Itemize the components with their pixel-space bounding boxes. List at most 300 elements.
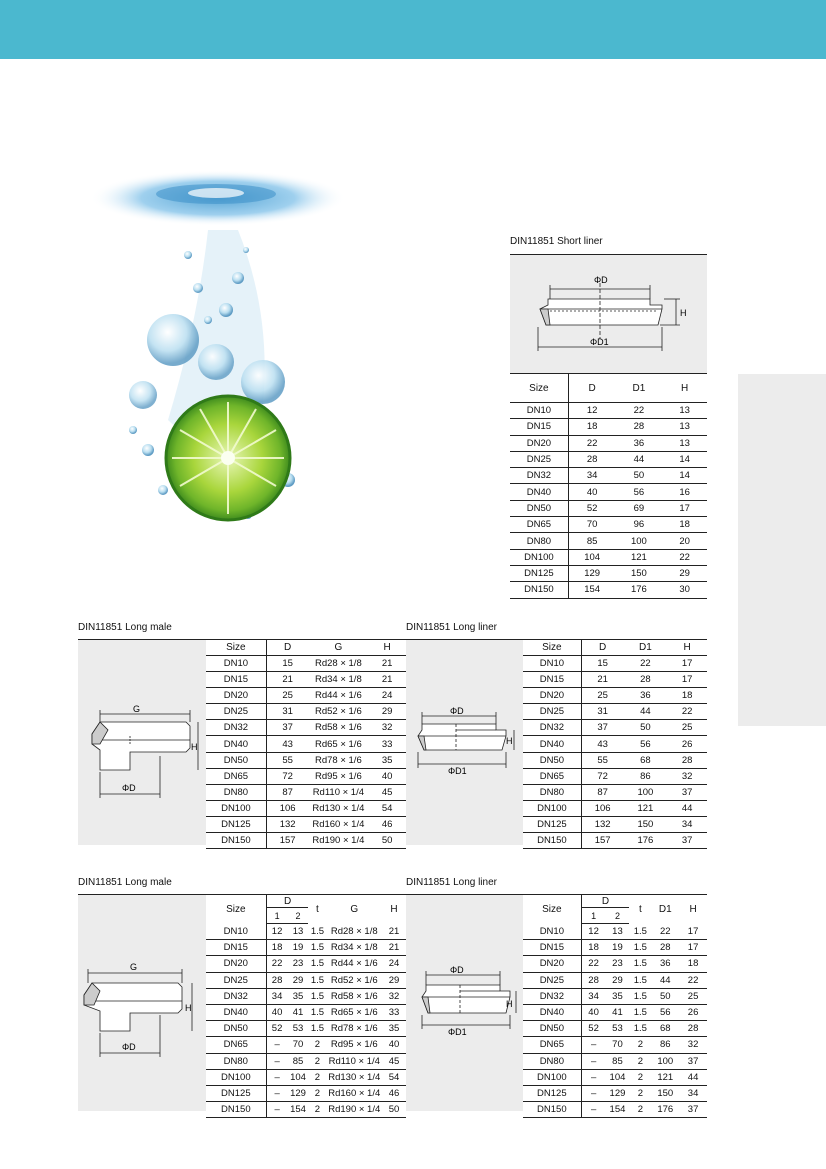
table-row	[510, 468, 707, 484]
table-cell: 2	[629, 1085, 651, 1101]
table-cell: 2	[308, 1069, 326, 1085]
long-male-1-drawing	[78, 639, 206, 845]
table-cell: 70	[288, 1037, 309, 1053]
table-cell: Rd44 × 1/6	[309, 688, 369, 704]
table-cell: 37	[679, 1053, 707, 1069]
table-row	[523, 800, 707, 816]
table-row	[523, 940, 707, 956]
long-liner-2-table	[523, 894, 707, 1118]
table-cell: 46	[382, 1085, 406, 1101]
water-splash-lime-icon	[88, 160, 358, 555]
table-cell: 154	[288, 1102, 309, 1118]
table-cell: 19	[288, 940, 309, 956]
table-cell: 18	[581, 940, 605, 956]
table-cell: 1.5	[629, 956, 651, 972]
table-cell: DN15	[206, 940, 266, 956]
table-cell: 22	[568, 435, 615, 451]
col-header: H	[662, 374, 707, 403]
table-cell: –	[581, 1037, 605, 1053]
table-cell: 12	[568, 403, 615, 419]
table-cell: 35	[288, 988, 309, 1004]
table-cell: Rd110 × 1/4	[309, 784, 369, 800]
table-cell: 100	[616, 533, 663, 549]
table-cell: DN20	[523, 956, 581, 972]
table-cell: Rd58 × 1/6	[326, 988, 382, 1004]
table-cell: 2	[308, 1037, 326, 1053]
table-cell: Rd130 × 1/4	[326, 1069, 382, 1085]
table-row	[510, 484, 707, 500]
table-cell: DN150	[523, 1102, 581, 1118]
table-cell: –	[581, 1085, 605, 1101]
table-cell: 22	[651, 924, 679, 940]
table-cell: 28	[266, 972, 287, 988]
table-cell: Rd78 × 1/6	[326, 1021, 382, 1037]
long-liner-1-h-label: H	[506, 736, 513, 746]
table-cell: 44	[667, 800, 707, 816]
table-row	[523, 1085, 707, 1101]
table-cell: DN80	[523, 1053, 581, 1069]
table-cell: 150	[651, 1085, 679, 1101]
col-header: D1	[624, 640, 668, 656]
table-cell: DN150	[206, 1102, 266, 1118]
table-cell: 46	[368, 816, 406, 832]
table-row	[510, 517, 707, 533]
table-cell: 29	[662, 565, 707, 581]
table-row	[523, 972, 707, 988]
table-row	[523, 1102, 707, 1118]
long-liner-2-drawing	[406, 894, 523, 1111]
table-row	[206, 988, 406, 1004]
table-cell: DN50	[510, 500, 568, 516]
table-cell: Rd190 × 1/4	[326, 1102, 382, 1118]
table-cell: –	[266, 1037, 287, 1053]
short-liner-d1-label: ΦD1	[590, 337, 609, 347]
table-cell: DN80	[206, 1053, 266, 1069]
table-row	[523, 816, 707, 832]
table-row	[206, 1037, 406, 1053]
table-row	[523, 1069, 707, 1085]
long-liner-1-table	[523, 639, 707, 849]
table-cell: 1.5	[629, 1021, 651, 1037]
table-cell: 1.5	[629, 940, 651, 956]
table-cell: 40	[368, 768, 406, 784]
table-cell: DN50	[523, 1021, 581, 1037]
table-row	[523, 672, 707, 688]
table-cell: DN32	[510, 468, 568, 484]
table-cell: 176	[616, 582, 663, 598]
table-cell: 26	[667, 736, 707, 752]
table-cell: 150	[624, 816, 668, 832]
table-cell: 56	[616, 484, 663, 500]
table-cell: 43	[266, 736, 308, 752]
table-row	[510, 403, 707, 419]
table-cell: 35	[382, 1021, 406, 1037]
table-cell: 2	[629, 1053, 651, 1069]
table-cell: 44	[616, 451, 663, 467]
table-cell: DN32	[206, 988, 266, 1004]
table-cell: Rd52 × 1/6	[326, 972, 382, 988]
table-cell: DN125	[510, 565, 568, 581]
table-cell: DN32	[523, 720, 581, 736]
table-cell: DN10	[206, 656, 266, 672]
table-cell: 44	[624, 704, 668, 720]
table-row	[523, 924, 707, 940]
col-header: D	[581, 895, 629, 908]
table-cell: 32	[679, 1037, 707, 1053]
table-cell: 87	[581, 784, 623, 800]
col-header: t	[308, 895, 326, 924]
table-cell: DN40	[523, 1004, 581, 1020]
table-cell: 28	[581, 972, 605, 988]
table-cell: 1.5	[629, 972, 651, 988]
long-male-1-g-label: G	[133, 704, 141, 714]
table-cell: 13	[662, 419, 707, 435]
table-cell: 34	[266, 988, 287, 1004]
table-cell: –	[581, 1069, 605, 1085]
table-cell: DN40	[206, 1004, 266, 1020]
table-cell: DN125	[206, 816, 266, 832]
col-subheader: 1	[581, 908, 605, 924]
table-row	[206, 720, 406, 736]
table-cell: 37	[667, 784, 707, 800]
table-cell: 22	[266, 956, 287, 972]
table-cell: DN40	[510, 484, 568, 500]
table-cell: 33	[382, 1004, 406, 1020]
table-cell: 50	[624, 720, 668, 736]
table-cell: 28	[679, 1021, 707, 1037]
col-header: Size	[523, 640, 581, 656]
long-male-2-h-label: H	[185, 1003, 192, 1013]
table-cell: –	[266, 1085, 287, 1101]
col-header: D1	[616, 374, 663, 403]
table-row	[206, 736, 406, 752]
table-cell: DN25	[523, 972, 581, 988]
table-cell: 2	[308, 1053, 326, 1069]
table-cell: 54	[382, 1069, 406, 1085]
table-cell: Rd34 × 1/8	[309, 672, 369, 688]
table-cell: 50	[616, 468, 663, 484]
table-cell: 40	[581, 1004, 605, 1020]
table-cell: 17	[679, 924, 707, 940]
table-row	[523, 988, 707, 1004]
table-cell: DN10	[523, 924, 581, 940]
table-cell: 15	[266, 656, 308, 672]
table-row	[523, 736, 707, 752]
table-cell: Rd28 × 1/8	[309, 656, 369, 672]
table-row	[523, 1037, 707, 1053]
col-header: Size	[206, 895, 266, 924]
table-cell: 16	[662, 484, 707, 500]
short-liner-d-label: ΦD	[594, 275, 608, 285]
long-male-2-drawing	[78, 894, 206, 1111]
table-row	[510, 451, 707, 467]
table-cell: 41	[288, 1004, 309, 1020]
table-cell: 30	[662, 582, 707, 598]
table-row	[206, 1053, 406, 1069]
table-cell: 157	[266, 833, 308, 849]
table-cell: DN65	[206, 768, 266, 784]
table-cell: Rd34 × 1/8	[326, 940, 382, 956]
table-cell: 17	[662, 500, 707, 516]
table-cell: DN65	[523, 768, 581, 784]
table-cell: 44	[679, 1069, 707, 1085]
table-cell: 36	[651, 956, 679, 972]
table-cell: 17	[667, 656, 707, 672]
table-cell: 132	[581, 816, 623, 832]
table-cell: 13	[288, 924, 309, 940]
table-row	[206, 1102, 406, 1118]
table-cell: 104	[568, 549, 615, 565]
table-row	[206, 972, 406, 988]
table-cell: Rd58 × 1/6	[309, 720, 369, 736]
col-header: t	[629, 895, 651, 924]
col-header: D	[568, 374, 615, 403]
table-cell: 2	[308, 1102, 326, 1118]
table-cell: 70	[568, 517, 615, 533]
table-cell: 21	[382, 924, 406, 940]
table-row	[523, 1021, 707, 1037]
table-row	[510, 549, 707, 565]
table-row	[510, 533, 707, 549]
table-cell: 2	[629, 1069, 651, 1085]
table-cell: 55	[581, 752, 623, 768]
col-header: D	[266, 640, 308, 656]
table-cell: 37	[266, 720, 308, 736]
table-cell: 43	[581, 736, 623, 752]
table-cell: 50	[651, 988, 679, 1004]
table-cell: 176	[624, 833, 668, 849]
table-cell: 1.5	[629, 988, 651, 1004]
table-cell: DN25	[523, 704, 581, 720]
table-row	[206, 940, 406, 956]
table-cell: DN10	[206, 924, 266, 940]
table-cell: 106	[266, 800, 308, 816]
table-row	[523, 688, 707, 704]
table-cell: 41	[606, 1004, 630, 1020]
table-cell: DN20	[206, 956, 266, 972]
table-cell: 1.5	[308, 956, 326, 972]
table-cell: 25	[679, 988, 707, 1004]
table-cell: DN80	[510, 533, 568, 549]
long-liner-1-d-label: ΦD	[450, 706, 464, 716]
table-cell: 36	[616, 435, 663, 451]
table-cell: –	[581, 1102, 605, 1118]
table-cell: 121	[616, 549, 663, 565]
table-cell: DN100	[523, 800, 581, 816]
table-row	[206, 833, 406, 849]
table-cell: 29	[606, 972, 630, 988]
table-row	[523, 752, 707, 768]
table-cell: Rd160 × 1/4	[326, 1085, 382, 1101]
table-cell: –	[266, 1069, 287, 1085]
table-cell: 1.5	[308, 1021, 326, 1037]
table-cell: 17	[679, 940, 707, 956]
table-row	[206, 1021, 406, 1037]
table-cell: 85	[568, 533, 615, 549]
col-header: Size	[510, 374, 568, 403]
table-cell: 1.5	[308, 988, 326, 1004]
table-row	[523, 720, 707, 736]
table-cell: 28	[667, 752, 707, 768]
table-cell: 18	[667, 688, 707, 704]
table-cell: 56	[651, 1004, 679, 1020]
table-row	[206, 1085, 406, 1101]
long-male-2-table	[206, 894, 406, 1118]
table-row	[510, 565, 707, 581]
table-cell: 1.5	[629, 1004, 651, 1020]
table-cell: 1.5	[629, 924, 651, 940]
table-cell: 44	[651, 972, 679, 988]
table-cell: 132	[266, 816, 308, 832]
table-cell: 53	[606, 1021, 630, 1037]
table-cell: Rd78 × 1/6	[309, 752, 369, 768]
table-cell: DN32	[523, 988, 581, 1004]
table-cell: 37	[581, 720, 623, 736]
table-row	[206, 784, 406, 800]
table-cell: 22	[581, 956, 605, 972]
table-cell: DN25	[206, 704, 266, 720]
short-liner-title: DIN11851 Short liner	[510, 236, 603, 247]
col-header: D	[581, 640, 623, 656]
table-cell: Rd52 × 1/6	[309, 704, 369, 720]
table-cell: 104	[606, 1069, 630, 1085]
table-cell: 37	[667, 833, 707, 849]
table-cell: 176	[651, 1102, 679, 1118]
col-header: G	[326, 895, 382, 924]
table-cell: 100	[624, 784, 668, 800]
table-cell: 70	[606, 1037, 630, 1053]
table-cell: 19	[606, 940, 630, 956]
table-cell: Rd95 × 1/6	[309, 768, 369, 784]
table-cell: 52	[266, 1021, 287, 1037]
table-cell: 25	[581, 688, 623, 704]
long-male-2-d-label: ΦD	[122, 1042, 136, 1052]
table-cell: DN100	[510, 549, 568, 565]
table-cell: DN25	[206, 972, 266, 988]
table-cell: 28	[624, 672, 668, 688]
table-cell: 50	[382, 1102, 406, 1118]
table-cell: 22	[667, 704, 707, 720]
table-cell: 12	[581, 924, 605, 940]
table-row	[510, 582, 707, 598]
col-header: D	[266, 895, 308, 908]
table-cell: 33	[368, 736, 406, 752]
table-row	[206, 816, 406, 832]
table-cell: –	[266, 1102, 287, 1118]
table-cell: 31	[581, 704, 623, 720]
table-row	[523, 956, 707, 972]
table-cell: 34	[568, 468, 615, 484]
table-cell: 40	[382, 1037, 406, 1053]
col-header: H	[368, 640, 406, 656]
table-cell: 72	[581, 768, 623, 784]
table-cell: DN15	[523, 940, 581, 956]
long-liner-2-title: DIN11851 Long liner	[406, 877, 497, 888]
table-cell: DN20	[523, 688, 581, 704]
table-cell: 52	[581, 1021, 605, 1037]
table-cell: 24	[368, 688, 406, 704]
table-cell: DN10	[523, 656, 581, 672]
table-cell: –	[581, 1053, 605, 1069]
table-cell: Rd28 × 1/8	[326, 924, 382, 940]
table-cell: DN80	[523, 784, 581, 800]
table-cell: 25	[266, 688, 308, 704]
table-cell: 40	[266, 1004, 287, 1020]
table-cell: 37	[679, 1102, 707, 1118]
table-cell: Rd65 × 1/6	[309, 736, 369, 752]
col-header: Size	[523, 895, 581, 924]
table-cell: 21	[368, 656, 406, 672]
table-cell: 87	[266, 784, 308, 800]
table-row	[510, 435, 707, 451]
table-cell: DN15	[206, 672, 266, 688]
table-cell: 22	[679, 972, 707, 988]
table-cell: DN150	[206, 833, 266, 849]
table-cell: DN15	[510, 419, 568, 435]
table-cell: 25	[667, 720, 707, 736]
short-liner-h-label: H	[680, 308, 687, 318]
table-cell: 21	[368, 672, 406, 688]
table-cell: 2	[629, 1102, 651, 1118]
table-cell: DN40	[206, 736, 266, 752]
table-cell: DN20	[510, 435, 568, 451]
table-cell: 23	[606, 956, 630, 972]
table-cell: DN100	[206, 1069, 266, 1085]
table-cell: 154	[568, 582, 615, 598]
table-cell: 29	[288, 972, 309, 988]
long-male-2-title: DIN11851 Long male	[78, 877, 172, 888]
table-row	[523, 1053, 707, 1069]
long-male-2-g-label: G	[130, 962, 138, 972]
table-cell: 36	[624, 688, 668, 704]
table-cell: 121	[624, 800, 668, 816]
table-cell: DN125	[523, 816, 581, 832]
col-subheader: 2	[606, 908, 630, 924]
table-cell: 2	[629, 1037, 651, 1053]
table-row	[523, 656, 707, 672]
table-cell: 2	[308, 1085, 326, 1101]
table-cell: 20	[662, 533, 707, 549]
table-cell: 13	[662, 435, 707, 451]
table-cell: 85	[288, 1053, 309, 1069]
table-row	[206, 656, 406, 672]
table-cell: 40	[568, 484, 615, 500]
table-cell: 28	[568, 451, 615, 467]
table-cell: 86	[624, 768, 668, 784]
table-row	[206, 1069, 406, 1085]
table-cell: 21	[266, 672, 308, 688]
table-cell: 69	[616, 500, 663, 516]
col-header: H	[382, 895, 406, 924]
table-cell: DN10	[510, 403, 568, 419]
table-cell: 14	[662, 451, 707, 467]
table-cell: 52	[568, 500, 615, 516]
table-cell: 106	[581, 800, 623, 816]
table-cell: 29	[382, 972, 406, 988]
col-header: H	[679, 895, 707, 924]
table-cell: 68	[651, 1021, 679, 1037]
table-cell: 86	[651, 1037, 679, 1053]
table-row	[523, 768, 707, 784]
table-cell: 32	[667, 768, 707, 784]
table-cell: 157	[581, 833, 623, 849]
table-cell: 15	[581, 656, 623, 672]
table-row	[206, 924, 406, 940]
table-row	[523, 1004, 707, 1020]
table-cell: 28	[616, 419, 663, 435]
table-cell: 18	[266, 940, 287, 956]
table-cell: Rd130 × 1/4	[309, 800, 369, 816]
